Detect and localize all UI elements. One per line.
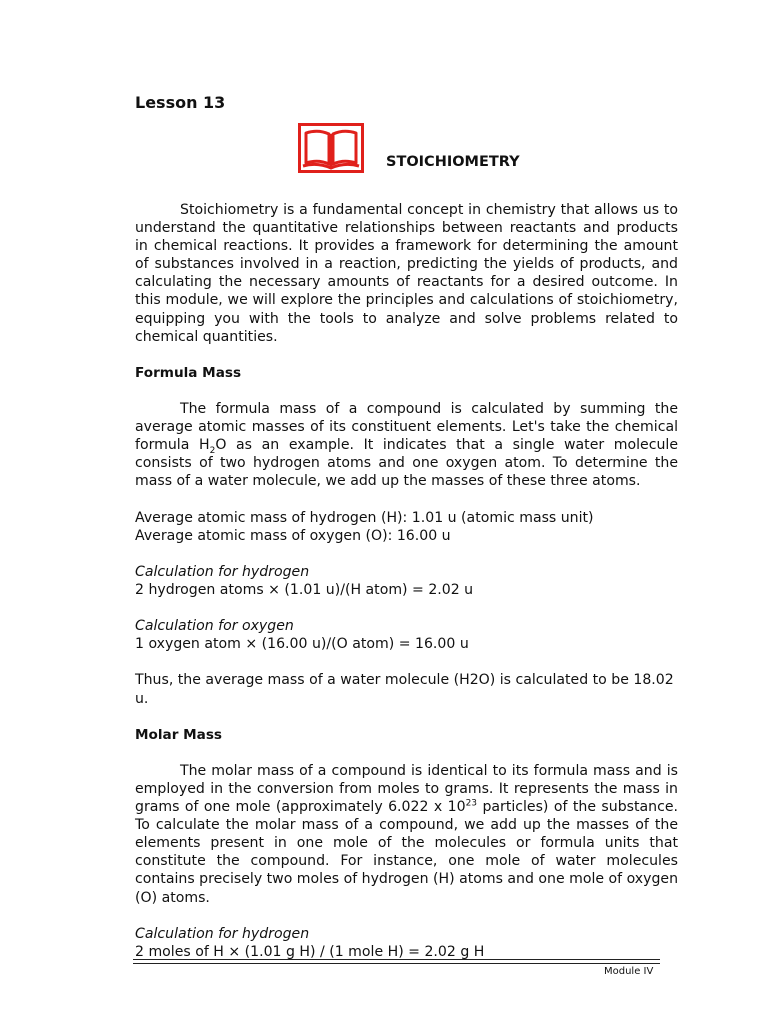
open-book-icon: [298, 123, 364, 173]
formula-mass-heading: Formula Mass: [135, 364, 242, 381]
molar-calc-hydrogen-label: Calculation for hydrogen: [135, 925, 310, 942]
avg-mass-oxygen: Average atomic mass of oxygen (O): 16.00 u: [135, 527, 451, 544]
molar-mass-heading: Molar Mass: [135, 726, 223, 743]
calc-hydrogen: 2 hydrogen atoms × (1.01 u)/(H atom) = 2.02 u: [135, 581, 474, 598]
calc-hydrogen-label: Calculation for hydrogen: [135, 563, 310, 580]
molar-mass-paragraph: The molar mass of a compound is identical to its formula mass and is employed in the conversion from moles to grams. It represents the mass in grams of one mole (approximately 6.022 x $10^{23}$ particles) of the substance. To calculate the molar mass of a compound, we add up the masses of the elements present in one mole of the molecules or formula units that constitute the compound. For instance, one mole of water molecules contains precisely two moles of hydrogen (H) atoms and one mole of oxygen (O) atoms.: [135, 762, 679, 906]
footer-divider: [133, 959, 660, 960]
footer-divider-thin: [133, 963, 660, 964]
water-mass-result: Thus, the average mass of a water molecule (H2O) is calculated to be 18.02 u.: [135, 672, 674, 707]
lesson-number: Lesson 13: [135, 93, 226, 112]
formula-mass-paragraph: The formula mass of a compound is calculated by summing the average atomic masses of its constituent elements. Let's take the chemical formula $H_2O$ as an example. It indicates that a single water molecule consists of two hydrogen atoms and one oxygen atom. To determine the mass of a water molecule, we add up the masses of these three atoms.: [135, 401, 678, 490]
calc-oxygen: 1 oxygen atom × (16.00 u)/(O atom) = 16.00 u: [135, 636, 469, 653]
intro-paragraph: Stoichiometry is a fundamental concept in chemistry that allows us to understand the quantitative relationships between reactants and products in chemical reactions. It provides a framework for determining the amount of substances involved in a reaction, predicting the yields of products, and calculating the necessary amounts of reactants for a desired outcome. In this module, we will explore the principles and calculations of stoichiometry, equipping you with the tools to analyze and solve problems related to chemical quantities.: [135, 202, 678, 345]
footer-module: Module IV: [604, 966, 654, 977]
molar-calc-hydrogen: 2 moles of H × (1.01 g H) / (1 mole H) = 2.02 g H: [135, 943, 485, 960]
avg-mass-hydrogen: Average atomic mass of hydrogen (H): 1.01 u (atomic mass unit): [135, 509, 594, 526]
lesson-content: [135, 201, 678, 961]
calc-oxygen-label: Calculation for oxygen: [135, 618, 294, 635]
page-title: STOICHIOMETRY: [386, 154, 520, 170]
